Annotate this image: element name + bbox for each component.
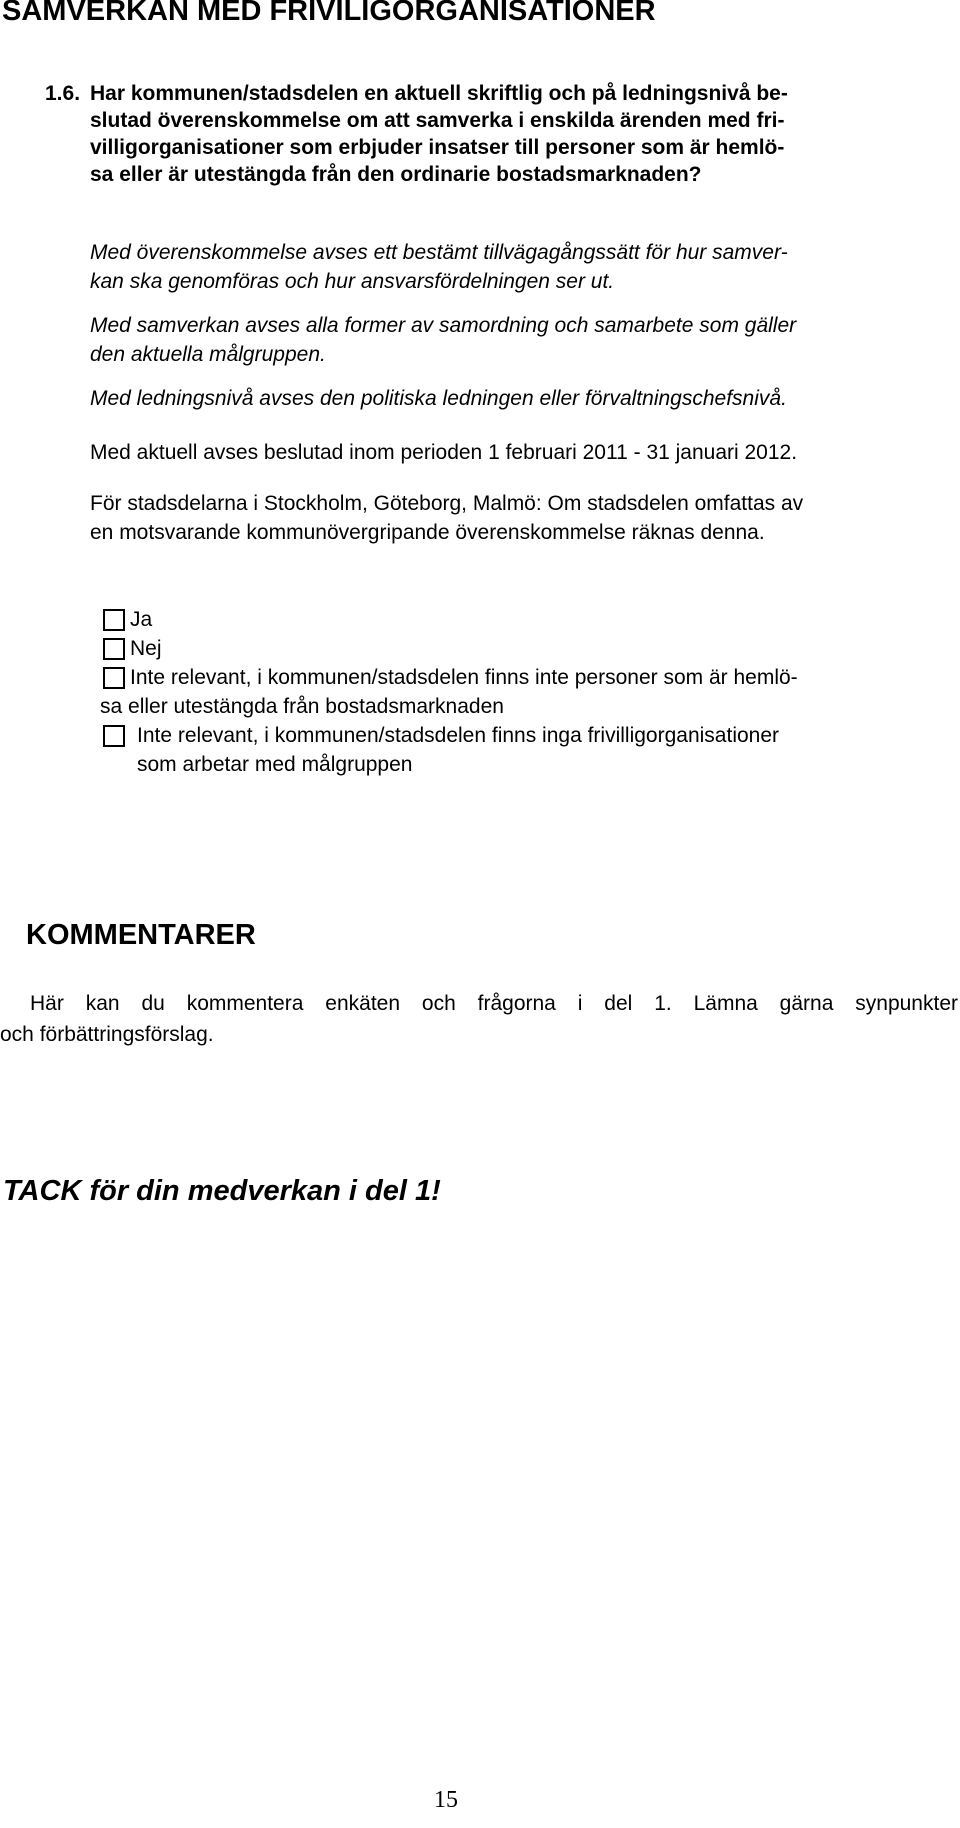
note-line: Med ledningsnivå avses den politiska ledningen eller förvaltningschefsnivå.: [90, 387, 787, 410]
note-line: den aktuella målgruppen.: [90, 343, 326, 366]
option-no-organisations-label: Inte relevant, i kommunen/stadsdelen finns inga frivilligorganisationer: [137, 724, 780, 747]
note-line: kan ska genomföras och hur ansvarsfördelningen ser ut.: [90, 270, 615, 293]
section-title: SAMVERKAN MED FRIVILIGORGANISATIONER: [2, 0, 656, 27]
option-no-homeless-label: Inte relevant, i kommunen/stadsdelen finns inte personer som är hemlö-: [130, 666, 798, 689]
page-number: 15: [434, 1787, 458, 1813]
option-no-organisations-label-cont: som arbetar med målgruppen: [137, 753, 413, 776]
thank-you-message: TACK för din medverkan i del 1!: [3, 1175, 441, 1207]
option-no-label: Nej: [130, 637, 162, 660]
question-line: Har kommunen/stadsdelen en aktuell skriftlig och på ledningsnivå be-: [90, 82, 788, 105]
question-number: 1.6.: [45, 82, 81, 105]
question-line: villigorganisationer som erbjuder insatser till personer som är hemlö-: [90, 136, 785, 159]
option-yes-label: Ja: [130, 608, 153, 631]
note-line: en motsvarande kommunövergripande överenskommelse räknas denna.: [90, 521, 765, 544]
option-yes-checkbox[interactable]: [103, 609, 125, 631]
comments-line: Här kan du kommentera enkäten och frågorna i del 1. Lämna gärna synpunkter: [30, 992, 958, 1015]
question-line: slutad överenskommelse om att samverka i enskilda ärenden med fri-: [90, 109, 785, 132]
definition-cooperation: [90, 311, 940, 369]
note-line: Med överenskommelse avses ett bestämt tillvägagångssätt för hur samver-: [90, 241, 788, 264]
note-line: För stadsdelarna i Stockholm, Göteborg, Malmö: Om stadsdelen omfattas av: [90, 492, 804, 515]
option-no-organisations-checkbox[interactable]: [103, 725, 125, 747]
question-line: sa eller är utestängda från den ordinarie bostadsmarknaden?: [90, 163, 702, 186]
option-no-homeless-checkbox[interactable]: [103, 667, 125, 689]
city-district-note: [90, 489, 940, 547]
comments-heading: KOMMENTARER: [26, 919, 256, 951]
definition-management-level: [90, 384, 940, 413]
comments-line: och förbättringsförslag.: [0, 1023, 214, 1046]
question-text: [90, 80, 930, 188]
note-line: Med aktuell avses beslutad inom perioden 1 februari 2011 - 31 januari 2012.: [90, 441, 798, 464]
definition-current: [90, 438, 940, 467]
comments-instructions: [0, 988, 958, 1050]
option-no-homeless-label-cont: sa eller utestängda från bostadsmarknaden: [100, 695, 504, 718]
definition-agreement: [90, 238, 940, 296]
option-no-checkbox[interactable]: [103, 638, 125, 660]
note-line: Med samverkan avses alla former av samordning och samarbete som gäller: [90, 314, 797, 337]
